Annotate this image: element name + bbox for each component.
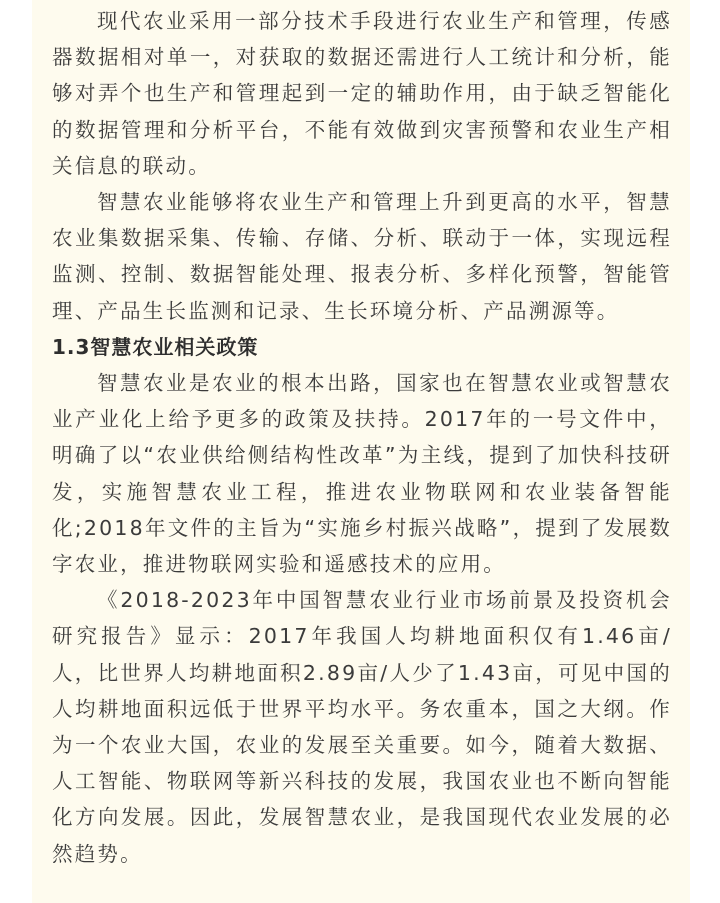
- article-page: [32, 0, 690, 903]
- paragraph-modern-agriculture: 现代农业采用一部分技术手段进行农业生产和管理，传感器数据相对单一，对获取的数据还需进行人工统计和分析，能够对弄个也生产和管理起到一定的辅助作用，由于缺乏智能化的数据管理和分析平台，不能有效做到灾害预警和农业生产相关信息的联动。: [52, 9, 672, 178]
- paragraph-policy: 智慧农业是农业的根本出路，国家也在智慧农业或智慧农业产业化上给予更多的政策及扶持。2017年的一号文件中，明确了以“农业供给侧结构性改革”为主线，提到了加快科技研发，实施智慧农业工程，推进农业物联网和农业装备智能化;2018年文件的主旨为“实施乡村振兴战略”，提到了发展数字农业，推进物联网实验和遥感技术的应用。: [52, 371, 672, 577]
- article-body: [52, 3, 672, 872]
- section-heading: 1.3智慧农业相关政策: [52, 334, 259, 359]
- paragraph-report: 《2018-2023年中国智慧农业行业市场前景及投资机会研究报告》显示：2017年我国人均耕地面积仅有1.46亩/人，比世界人均耕地面积2.89亩/人少了1.43亩，可见中国的人均耕地面积远低于世界平均水平。务农重本，国之大纲。作为一个农业大国，农业的发展至关重要。如今，随着大数据、人工智能、物联网等新兴科技的发展，我国农业也不断向智能化方向发展。因此，发展智慧农业，是我国现代农业发展的必然趋势。: [52, 588, 672, 866]
- paragraph-smart-agriculture: 智慧农业能够将农业生产和管理上升到更高的水平，智慧农业集数据采集、传输、存储、分析、联动于一体，实现远程监测、控制、数据智能处理、报表分析、多样化预警，智能管理、产品生长监测和记录、生长环境分析、产品溯源等。: [52, 190, 672, 323]
